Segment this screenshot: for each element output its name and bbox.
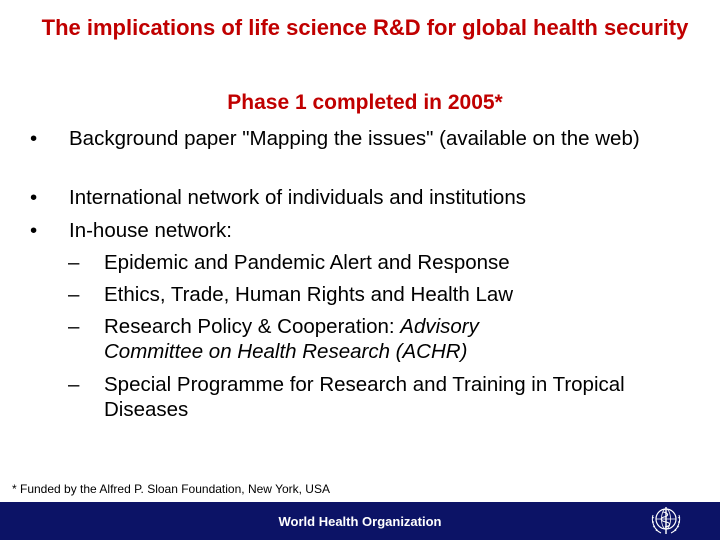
bullet-marker: • bbox=[30, 127, 38, 150]
subbullet-item: Ethics, Trade, Human Rights and Health Law bbox=[104, 283, 514, 306]
slide-subtitle: Phase 1 completed in 2005* bbox=[227, 91, 503, 114]
bullet-item: In-house network: bbox=[69, 219, 232, 242]
subbullet-marker: – bbox=[68, 373, 80, 396]
subbullet-marker: – bbox=[68, 251, 80, 274]
slide-title: The implications of life science R&D for global health security bbox=[41, 15, 689, 40]
who-emblem-icon bbox=[649, 505, 683, 537]
subbullet-italic-text: Advisory Committee on Health Research (ACHR) bbox=[104, 315, 479, 363]
bullet-marker: • bbox=[30, 186, 38, 209]
bullet-marker: • bbox=[30, 219, 38, 242]
subbullet-item bbox=[104, 315, 574, 364]
subbullet-text: Research Policy & Cooperation: bbox=[104, 315, 401, 338]
bullet-item: Background paper "Mapping the issues" (available on the web) bbox=[69, 127, 640, 150]
subbullet-item: Epidemic and Pandemic Alert and Response bbox=[104, 251, 510, 274]
subbullet-item: Special Programme for Research and Training in Tropical Diseases bbox=[104, 373, 625, 421]
footer-bar bbox=[0, 502, 720, 540]
footnote: * Funded by the Alfred P. Sloan Foundation, New York, USA bbox=[12, 482, 330, 496]
subbullet-marker: – bbox=[68, 315, 80, 338]
organization-name: World Health Organization bbox=[278, 514, 442, 529]
bullet-item: International network of individuals and institutions bbox=[69, 186, 526, 209]
subbullet-marker: – bbox=[68, 283, 80, 306]
